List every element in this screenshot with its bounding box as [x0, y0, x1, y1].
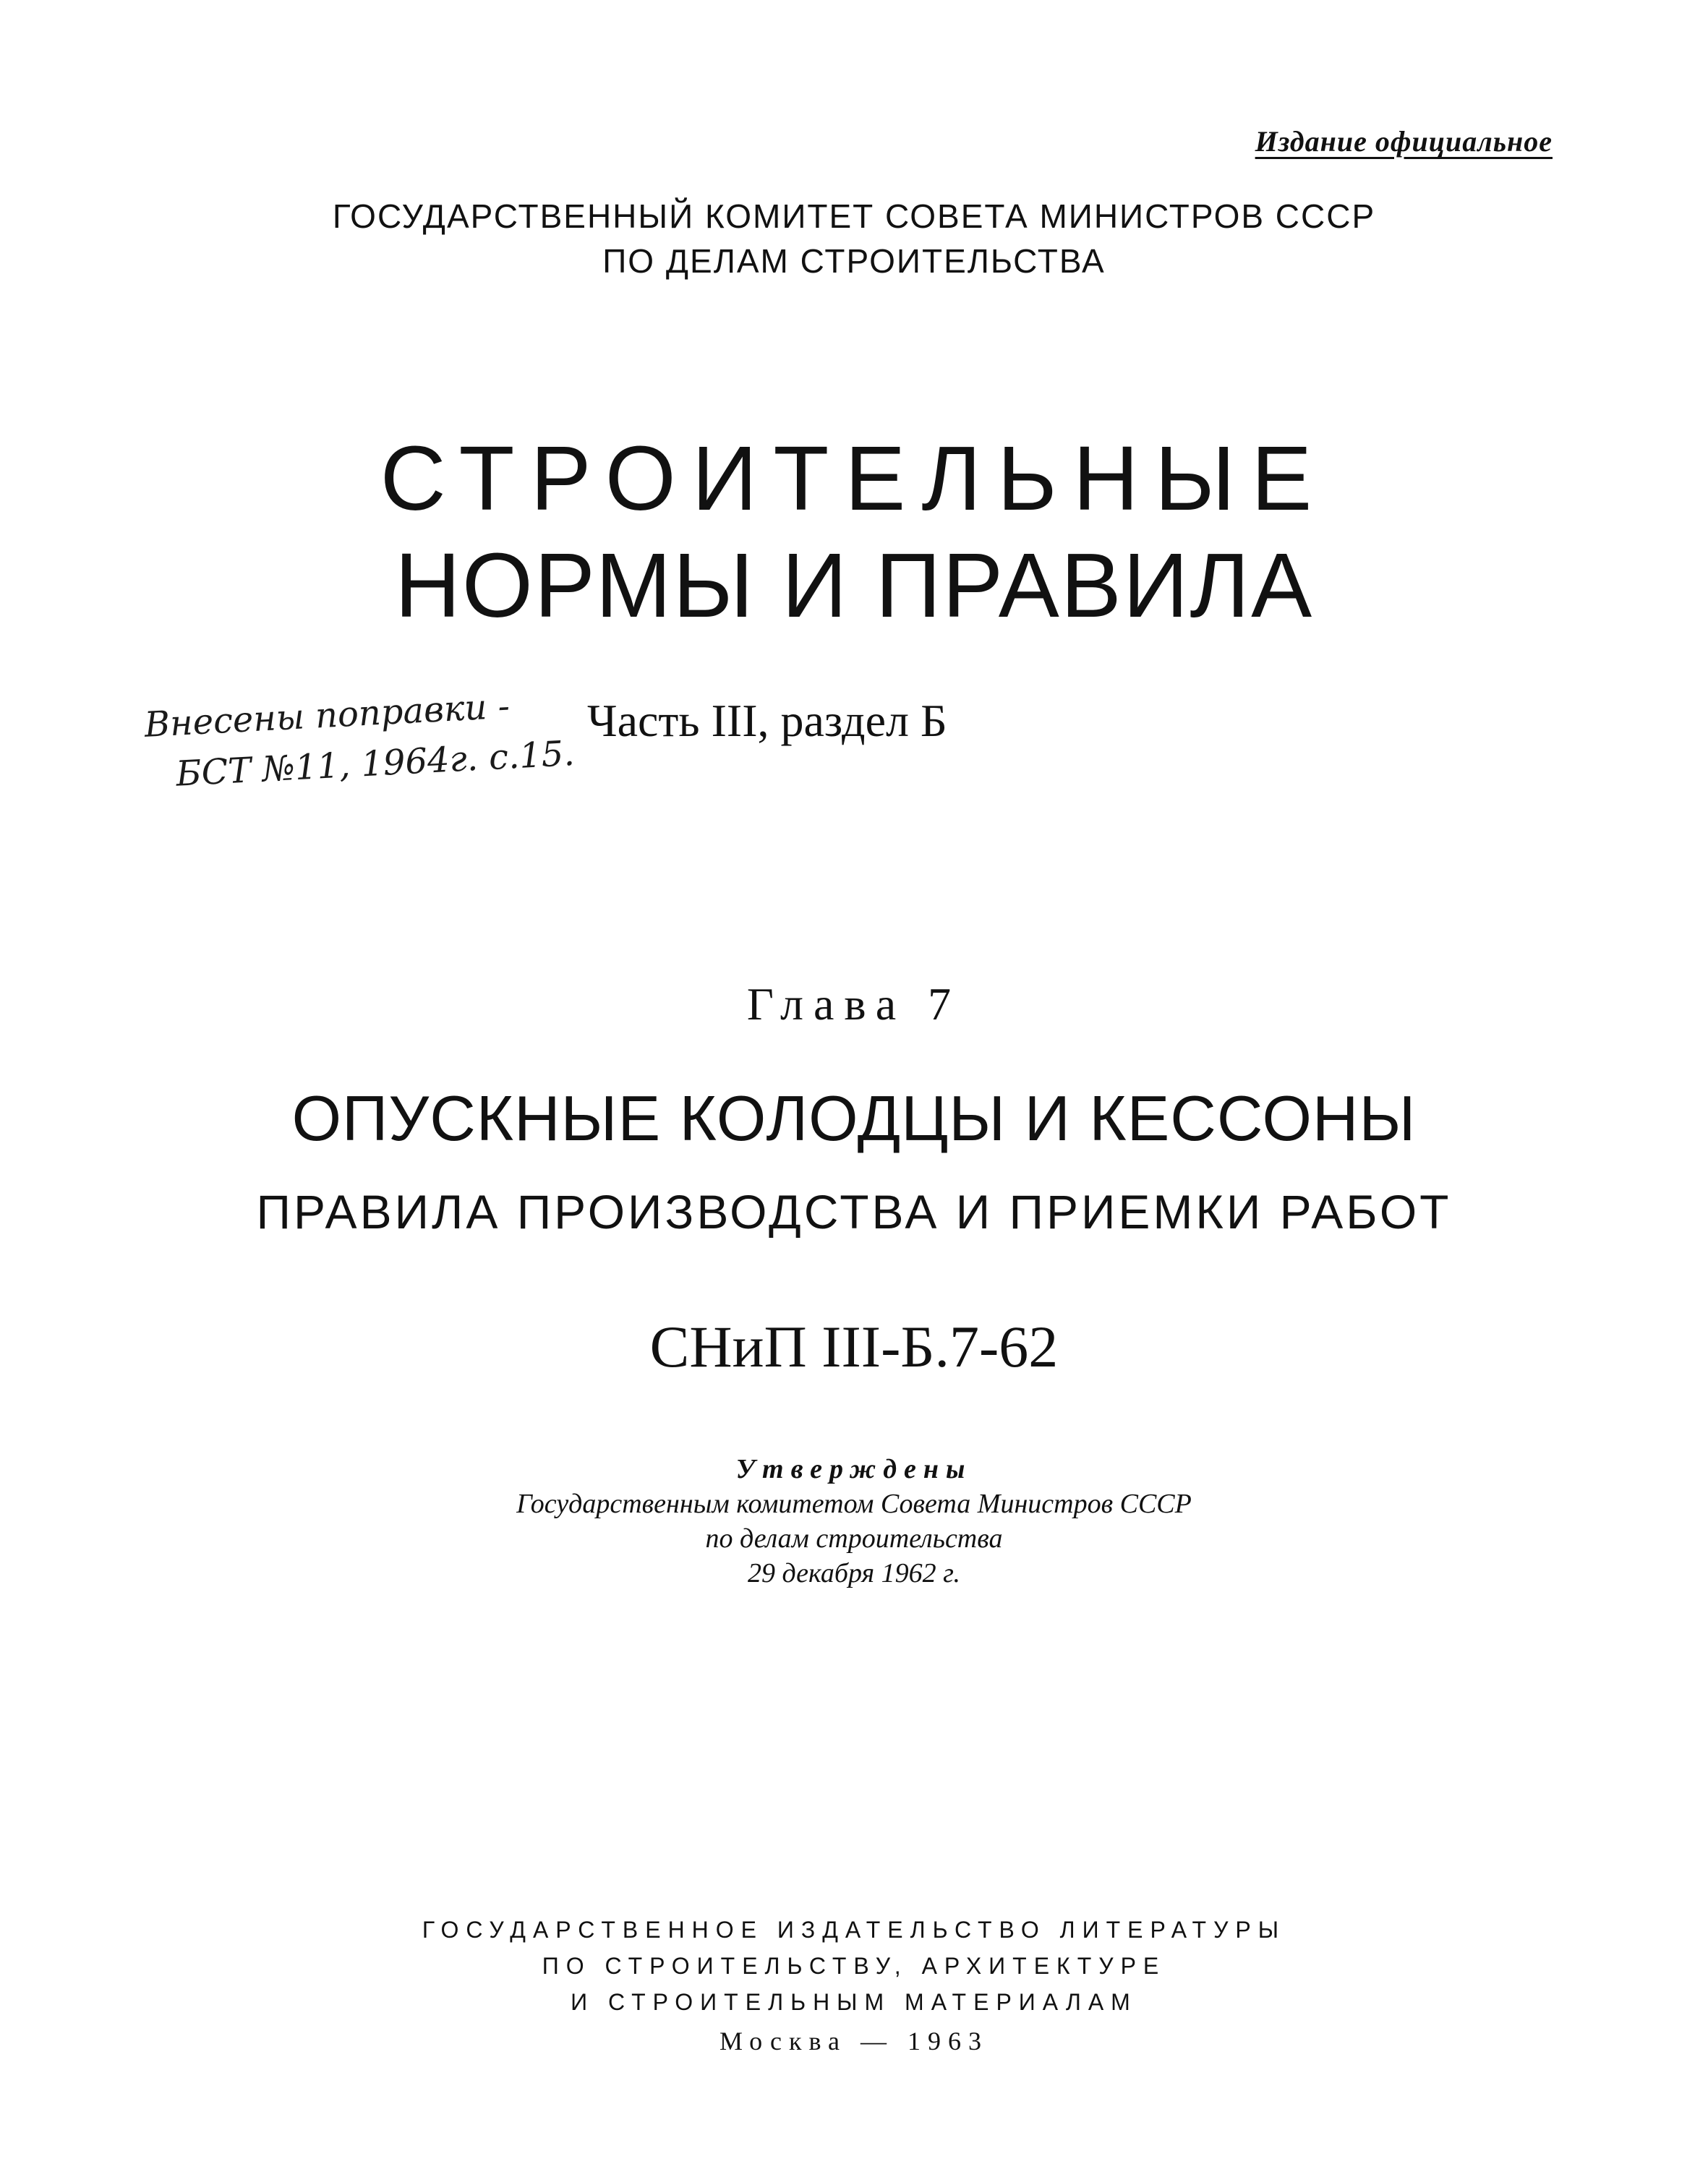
handwritten-note: [143, 677, 576, 801]
publisher-block: [0, 1912, 1708, 2059]
official-edition-mark: Издание официальное: [1255, 125, 1553, 158]
committee-line-2: ПО ДЕЛАМ СТРОИТЕЛЬСТВА: [602, 242, 1106, 280]
approval-line-1: Утверждены: [735, 1454, 973, 1484]
committee-line-1: ГОСУДАРСТВЕННЫЙ КОМИТЕТ СОВЕТА МИНИСТРОВ СССР: [332, 197, 1376, 235]
handwritten-line-2: БСТ №11, 1964г. с.15.: [174, 732, 576, 795]
approval-line-3: по делам строительства: [705, 1523, 1003, 1554]
part-section: Часть III, раздел Б: [587, 695, 947, 746]
title-line-1: СТРОИТЕЛЬНЫЕ: [380, 427, 1328, 529]
approval-line-2: Государственным комитетом Совета Министров СССР: [516, 1489, 1192, 1519]
publisher-line-1: ГОСУДАРСТВЕННОЕ ИЗДАТЕЛЬСТВО ЛИТЕРАТУРЫ: [422, 1917, 1286, 1943]
publisher-line-2: ПО СТРОИТЕЛЬСТВУ, АРХИТЕКТУРЕ: [542, 1953, 1166, 1979]
chapter-title: ОПУСКНЫЕ КОЛОДЦЫ И КЕССОНЫ: [291, 1082, 1417, 1154]
title-line-2: НОРМЫ И ПРАВИЛА: [394, 534, 1314, 636]
approval-block: [0, 1452, 1708, 1591]
approval-line-4: 29 декабря 1962 г.: [748, 1558, 960, 1588]
document-title: [0, 425, 1708, 639]
publisher-city-year: Москва — 1963: [720, 2027, 988, 2056]
document-code: СНиП III-Б.7-62: [649, 1314, 1059, 1380]
handwritten-line-1: Внесены поправки -: [143, 685, 511, 745]
committee-header: [0, 194, 1708, 283]
publisher-line-3: И СТРОИТЕЛЬНЫМ МАТЕРИАЛАМ: [571, 1989, 1137, 2015]
chapter-number: Глава 7: [746, 978, 962, 1030]
chapter-subtitle: ПРАВИЛА ПРОИЗВОДСТВА И ПРИЕМКИ РАБОТ: [256, 1185, 1452, 1239]
